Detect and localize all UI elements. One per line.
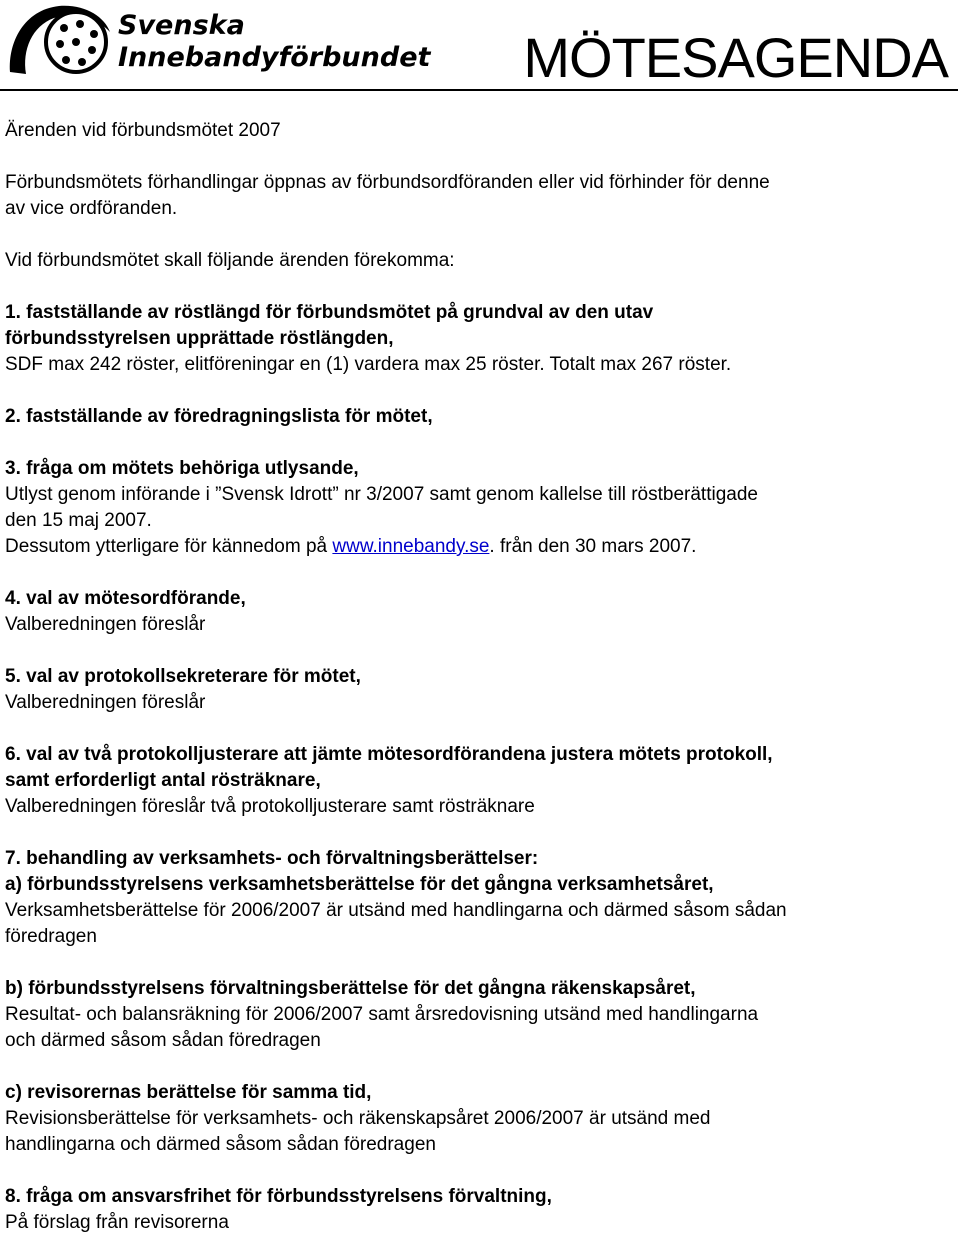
lead-text: Vid förbundsmötet skall följande ärenden förekomma: [5,250,455,271]
agenda-item-5 [5,664,950,716]
agenda-item-body: handlingarna och därmed såsom sådan föredragen [5,1134,436,1155]
agenda-item-heading: 4. val av mötesordförande, [5,588,246,609]
agenda-item-heading: 3. fråga om mötets behöriga utlysande, [5,458,359,479]
agenda-item-heading: 8. fråga om ansvarsfrihet för förbundsstyrelsens förvaltning, [5,1186,552,1207]
agenda-item-heading: förbundsstyrelsen upprättade röstlängden, [5,328,394,349]
logo-line1: Svenska [118,10,245,41]
agenda-subitem-heading: a) förbundsstyrelsens verksamhetsberättelse för det gångna verksamhetsåret, [5,874,714,895]
body-text: . från den 30 mars 2007. [489,536,697,557]
agenda-item-body: föredragen [5,926,97,947]
agenda-subitem-heading: b) förbundsstyrelsens förvaltningsberättelse för det gångna räkenskapsåret, [5,978,696,999]
agenda-item-heading: 7. behandling av verksamhets- och förvaltningsberättelser: [5,848,539,869]
section-title: Ärenden vid förbundsmötet 2007 [5,120,281,141]
agenda-item-body: Valberedningen föreslår [5,692,206,713]
document-header [0,0,960,92]
agenda-subitem-heading: c) revisorernas berättelse för samma tid, [5,1082,372,1103]
agenda-item-body: den 15 maj 2007. [5,510,152,531]
agenda-item-body: Verksamhetsberättelse för 2006/2007 är utsänd med handlingarna och därmed såsom sådan [5,900,787,921]
agenda-item-heading: 5. val av protokollsekreterare för mötet, [5,666,361,687]
agenda-item-body: Valberedningen föreslår två protokolljusterare samt rösträknare [5,796,535,817]
agenda-item-body: Resultat- och balansräkning för 2006/2007 samt årsredovisning utsänd med handlingarna [5,1004,759,1025]
header-divider [0,89,958,91]
agenda-item-4 [5,586,950,638]
agenda-item-6 [5,742,950,820]
agenda-item-body [5,534,950,560]
agenda-item-8 [5,1184,950,1236]
intro-line-2: av vice ordföranden. [5,198,178,219]
agenda-item-7 [5,846,950,1158]
agenda-item-heading: samt erforderligt antal rösträknare, [5,770,321,791]
agenda-item-body: Revisionsberättelse för verksamhets- och räkenskapsåret 2006/2007 är utsänd med [5,1108,711,1129]
svenska-innebandyforbundet-logo [4,2,431,80]
agenda-item-heading: 1. fastställande av röstlängd för förbundsmötet på grundval av den utav [5,302,654,323]
agenda-item-body: Utlyst genom införande i ”Svensk Idrott” nr 3/2007 samt genom kallelse till röstberättigade [5,484,758,505]
agenda-item-body: och därmed såsom sådan föredragen [5,1030,321,1051]
agenda-item-heading: 6. val av två protokolljusterare att jämte mötesordförandena justera mötets protokoll, [5,744,773,765]
agenda-item-body: På förslag från revisorerna [5,1212,229,1233]
agenda-item-2 [5,404,950,430]
innebandy-website-link[interactable]: www.innebandy.se [332,536,490,557]
agenda-item-body: Valberedningen föreslår [5,614,206,635]
document-title: MÖTESAGENDA [523,26,948,89]
logo-line2: Innebandyförbundet [118,42,431,73]
body-text: Dessutom ytterligare för kännedom på [5,536,333,557]
agenda-content [5,118,950,1236]
agenda-item-3 [5,456,950,560]
agenda-item-body: SDF max 242 röster, elitföreningar en (1) vardera max 25 röster. Totalt max 267 röster. [5,354,732,375]
agenda-item-1 [5,300,950,378]
agenda-item-heading: 2. fastställande av föredragningslista för mötet, [5,406,433,427]
intro-line-1: Förbundsmötets förhandlingar öppnas av förbundsordföranden eller vid förhinder för denne [5,172,770,193]
